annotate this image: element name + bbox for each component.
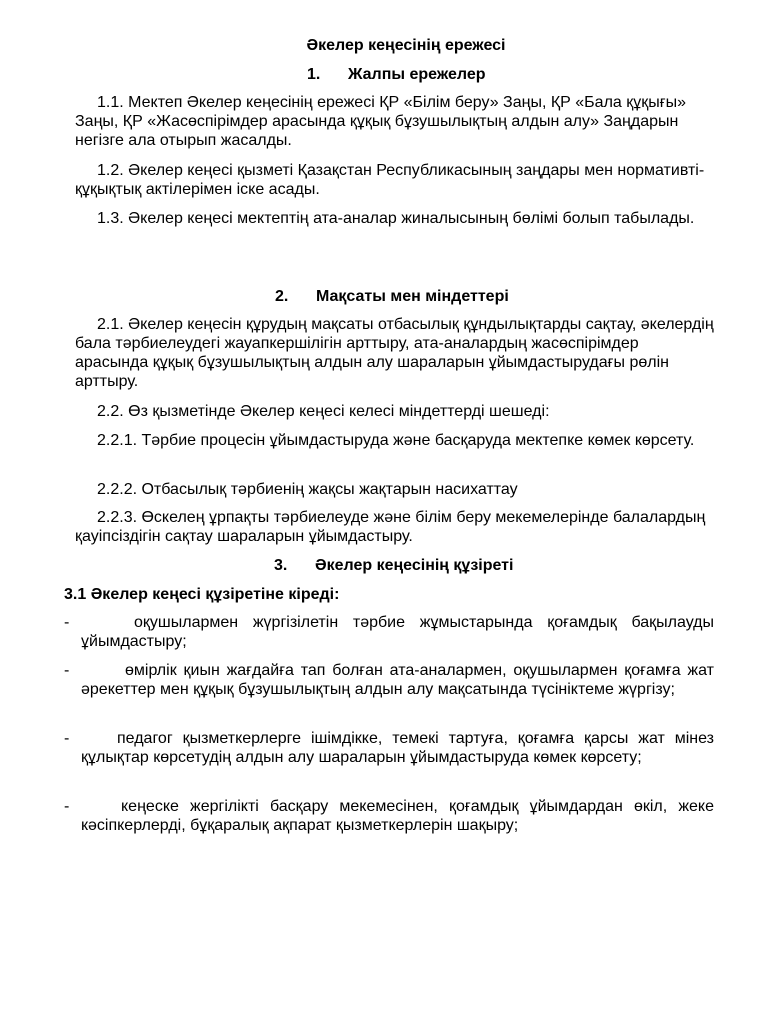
bullet-text-1: оқушылармен жүргізілетін тәрбие жұмыстарында қоғамдық бақылауды ұйымдастыру; [81,614,714,650]
bullet-dash: - [64,730,70,747]
paragraph-1-3: 1.3. Әкелер кеңесі мектептің ата-аналар жиналысының бөлімі болып табылады. [97,210,695,227]
section-1-title: Жалпы ережелер [348,66,486,83]
subsection-3-1-heading: 3.1 Әкелер кеңесі құзіретіне кіреді: [64,586,340,603]
section-2-number: 2. [275,288,289,305]
paragraph-2-2-2: 2.2.2. Отбасылық тәрбиенің жақсы жақтарын насихаттау [97,481,518,498]
bullet-dash: - [64,798,70,815]
bullet-text-4: кеңеске жергілікті басқару мекемесінен, қоғамдық ұйымдардан өкіл, жеке кәсіпкерлерді, бұқаралық ақпарат қызметкерлерін шақыру; [81,798,714,834]
bullet-dash: - [64,614,70,631]
bullet-text-2: өмірлік қиын жағдайға тап болған ата-аналармен, оқушылармен қоғамға жат әрекеттер мен құқық бұзушылықтың алдын алу мақсатында түсініктеме жүргізу; [81,662,714,698]
paragraph-1-1: 1.1. Мектеп Әкелер кеңесінің ережесі ҚР «Білім беру» Заңы, ҚР «Бала құқығы» Заңы, ҚР «Жасөспірімдер арасында құқық бұзушылықтың алдын алу» Заңдарын негізге ала отырып жасалды. [75,94,686,149]
section-3-number: 3. [274,557,288,574]
paragraph-2-2-3: 2.2.3. Өскелең ұрпақты тәрбиелеуде және білім беру мекемелерінде балалардың қауіпсіздігін сақтау шараларын ұйымдастыру. [75,509,706,545]
paragraph-1-2: 1.2. Әкелер кеңесі қызметі Қазақстан Республикасының заңдары мен нормативті-құқықтық актілерімен іске асады. [75,162,705,198]
document-title: Әкелер кеңесінің ережесі [306,37,506,54]
paragraph-2-2: 2.2. Өз қызметінде Әкелер кеңесі келесі міндеттерді шешеді: [97,403,550,420]
bullet-text-3: педагог қызметкерлерге ішімдікке, темекі тартуға, қоғамға қарсы жат мінез құлықтар көрсетудің алдын алу шараларын ұйымдастыруда көмек көрсету; [81,730,714,766]
bullet-dash: - [64,662,70,679]
paragraph-2-1: 2.1. Әкелер кеңесін құрудың мақсаты отбасылық құндылықтарды сақтау, әкелердің бала тәрбиелеудегі жауапкершілігін арттыру, ата-аналардың жасөспірімдер арасында құқық бұзушылықтың алдын алу шараларын ұйымдастырудағы рөлін арттыру. [75,316,714,390]
section-2-heading [275,287,509,306]
section-2-title: Мақсаты мен міндеттері [316,288,509,305]
section-3-title: Әкелер кеңесінің құзіреті [315,557,514,574]
section-1-heading [307,65,486,84]
section-3-heading [274,556,513,575]
paragraph-2-2-1: 2.2.1. Тәрбие процесін ұйымдастыруда және басқаруда мектепке көмек көрсету. [97,432,695,449]
section-1-number: 1. [307,66,321,83]
